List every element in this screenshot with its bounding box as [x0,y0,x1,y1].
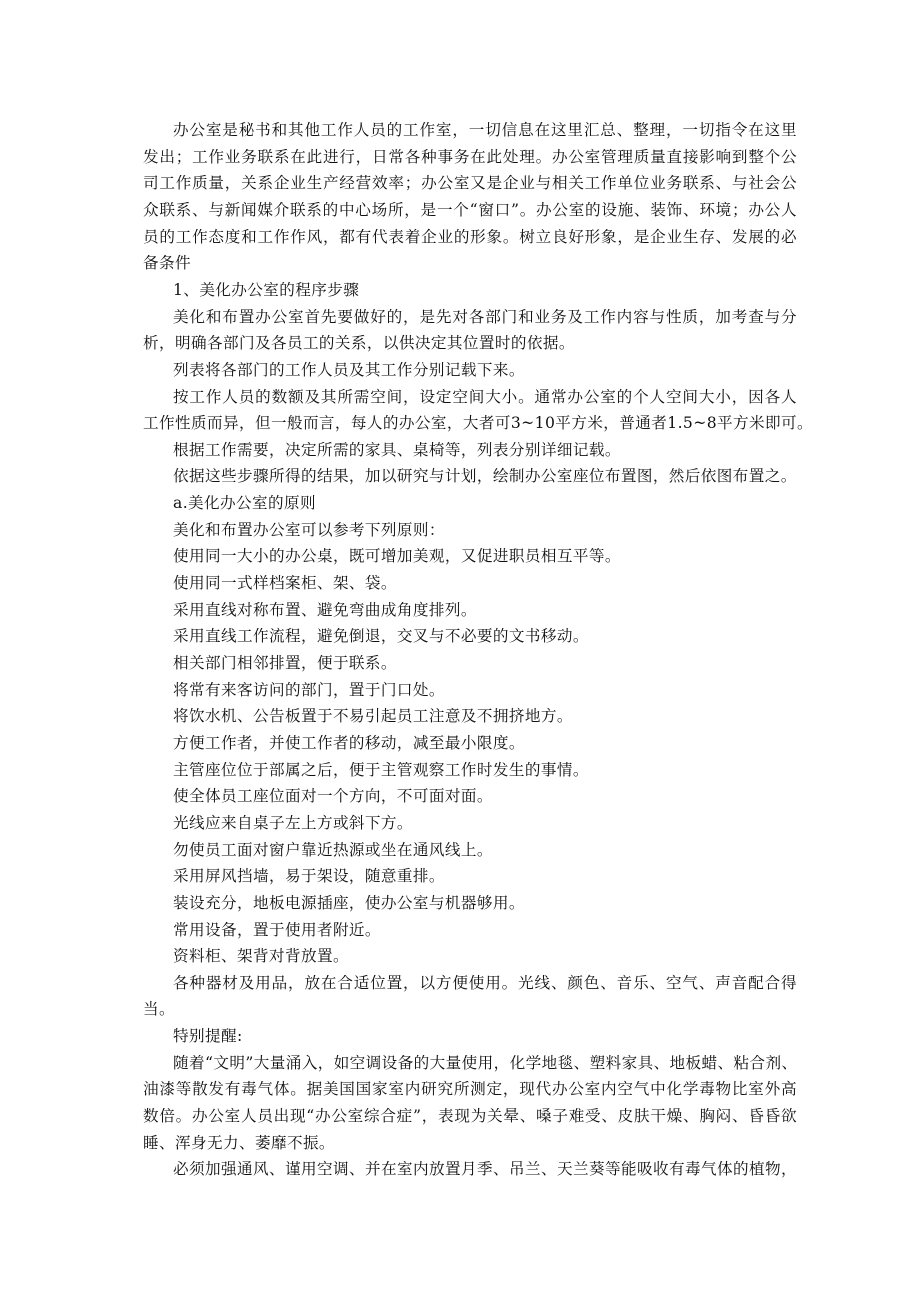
paragraph-0-line: 员的工作态度和工作作风，都有代表着企业的形象。树立良好形象，是企业生存、发展的必 [143,227,797,246]
paragraph-25-line: 当。 [143,1000,175,1019]
paragraph-27-line: 数倍。办公室人员出现“办公室综合症”，表现为关晕、嗓子难受、皮肤干燥、胸闷、昏昏欲 [143,1107,797,1126]
paragraph-18-line: 使全体员工座位面对一个方向，不可面对面。 [173,787,493,806]
paragraph-17-line: 主管座位位于部属之后，便于主管观察工作时发生的事情。 [173,760,589,779]
paragraph-25-line: 各种器材及用品，放在合适位置，以方便使用。光线、颜色、音乐、空气、声音配合得 [173,973,797,992]
paragraph-1-line: 1、美化办公室的程序步骤 [173,280,360,299]
paragraph-27-line: 睡、浑身无力、萎靡不振。 [143,1133,335,1152]
paragraph-27-line: 随着“文明”大量涌入，如空调设备的大量使用，化学地毯、塑料家具、地板蜡、粘合剂、 [173,1053,798,1072]
paragraph-24-line: 资料柜、架背对背放置。 [173,947,349,966]
paragraph-21-line: 采用屏风挡墙，易于架设，随意重排。 [173,867,445,886]
paragraph-10-line: 使用同一式样档案柜、架、袋。 [173,574,397,593]
paragraph-2-line: 析，明确各部门及各员工的关系，以供决定其位置时的依据。 [143,334,575,353]
paragraph-2-line: 美化和布置办公室首先要做好的，是先对各部门和业务及工作内容与性质，加考查与分 [173,307,797,326]
paragraph-0-line: 发出；工作业务联系在此进行，日常各种事务在此处理。办公室管理质量直接影响到整个公 [143,147,797,166]
paragraph-14-line: 将常有来客访问的部门，置于门口处。 [173,680,445,699]
paragraph-23-line: 常用设备，置于使用者附近。 [173,920,381,939]
paragraph-5-line: 根据工作需要，决定所需的家具、桌椅等，列表分别详细记载。 [173,440,621,459]
paragraph-19-line: 光线应来自桌子左上方或斜下方。 [173,813,413,832]
paragraph-4-line: 按工作人员的数额及其所需空间，设定空间大小。通常办公室的个人空间大小，因各人 [173,387,797,406]
paragraph-11-line: 采用直线对称布置、避免弯曲成角度排列。 [173,600,477,619]
paragraph-0-line: 众联系、与新闻媒介联系的中心场所，是一个“窗口”。办公室的设施、装饰、环境；办公人 [143,200,797,219]
paragraph-27-line: 油漆等散发有毒气体。据美国国家室内研究所测定，现代办公室内空气中化学毒物比室外高 [143,1080,797,1099]
paragraph-9-line: 使用同一大小的办公桌，既可增加美观，又促进职员相互平等。 [173,547,621,566]
paragraph-8-line: 美化和布置办公室可以参考下列原则： [173,520,445,539]
paragraph-3-line: 列表将各部门的工作人员及其工作分别记载下来。 [173,360,525,379]
paragraph-6-line: 依据这些步骤所得的结果，加以研究与计划，绘制办公室座位布置图，然后依图布置之。 [173,467,797,486]
paragraph-12-line: 采用直线工作流程，避免倒退，交叉与不必要的文书移动。 [173,627,589,646]
paragraph-20-line: 勿使员工面对窗户靠近热源或坐在通风线上。 [173,840,493,859]
paragraph-16-line: 方便工作者，并使工作者的移动，减至最小限度。 [173,733,525,752]
paragraph-22-line: 装设充分，地板电源插座，使办公室与机器够用。 [173,893,525,912]
paragraph-26-line: 特别提醒: [173,1027,243,1046]
paragraph-13-line: 相关部门相邻排置，便于联系。 [173,654,397,672]
paragraph-4-line: 工作性质而异，但一般而言，每人的办公室，大者可3~10平方米，普通者1.5~8平方米即可。 [143,414,813,433]
paragraph-28-line: 必须加强通风、谨用空调、并在室内放置月季、吊兰、天兰葵等能吸收有毒气体的植物， [173,1160,797,1179]
paragraph-0-line: 司工作质量，关系企业生产经营效率；办公室又是企业与相关工作单位业务联系、与社会公 [143,174,797,193]
paragraph-15-line: 将饮水机、公告板置于不易引起员工注意及不拥挤地方。 [173,707,573,726]
paragraph-0-line: 办公室是秘书和其他工作人员的工作室，一切信息在这里汇总、整理，一切指令在这里 [173,121,797,139]
paragraph-7-line: a.美化办公室的原则 [173,494,317,513]
paragraph-0-line: 备条件 [143,254,191,273]
